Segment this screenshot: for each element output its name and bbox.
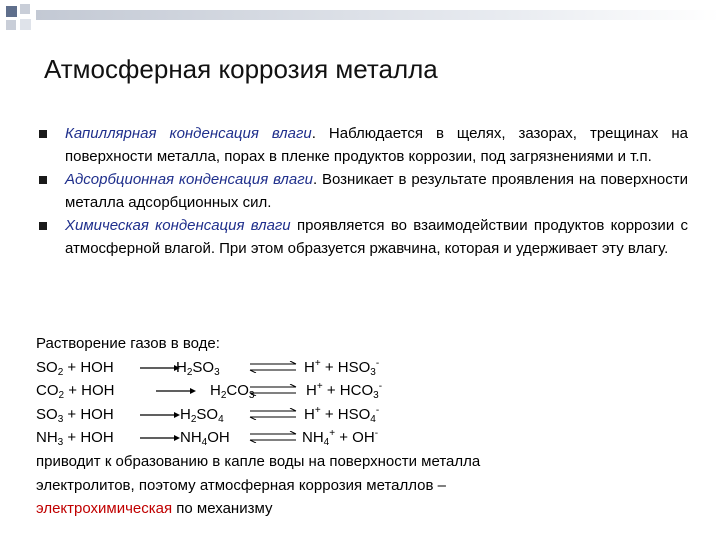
reaction-ions: $H^+ + HSO_3^-$ (304, 357, 380, 378)
bullet-text: проявляется во взаимодействии продуктов коррозии с атмосферной влагой. При этом образуется ржавчина, которая и удерживает эту влагу. (65, 217, 688, 257)
reaction-ions: $H^+ + HCO_3^-$ (306, 381, 383, 402)
reaction-row (36, 356, 696, 380)
conclusion-line (36, 497, 696, 521)
right-arrow-icon (140, 435, 180, 441)
square-bullet-icon (39, 130, 47, 138)
conclusion-line: электролитов, поэтому атмосферная коррозия металлов – (36, 476, 446, 494)
decor-square-light (20, 4, 30, 14)
reaction-reactants: $SO_3$ + HOH (36, 405, 114, 425)
reaction-row (36, 379, 696, 403)
bullet-term: Капиллярная конденсация влаги (65, 125, 312, 142)
decor-top-bar (36, 10, 720, 20)
bullet-text: . Наблюдается в щелях, зазорах, трещинах на поверхности металла, порах в пленке продуктов коррозии, под загрязнениями и т.п. (65, 125, 688, 165)
reaction-reactants: $SO_2$ + HOH (36, 358, 114, 378)
conclusion-rest: по механизму (172, 500, 273, 518)
decor-square-dark (6, 6, 17, 17)
bullet-item-adsorption (36, 168, 688, 214)
right-arrow-icon (156, 388, 196, 394)
reaction-row (36, 426, 696, 450)
chemistry-block (36, 332, 696, 521)
bullet-term: Химическая конденсация влаги (65, 217, 291, 234)
chem-heading: Растворение газов в воде: (36, 335, 220, 352)
reaction-reactants: $CO_2$ + HOH (36, 382, 115, 402)
bullet-term: Адсорбционная конденсация влаги (65, 171, 313, 188)
reaction-intermediate: $NH_4OH$ (180, 429, 230, 449)
conclusion-line: приводит к образованию в капле воды на поверхности металла (36, 452, 481, 470)
slide-title: Атмосферная коррозия металла (44, 54, 438, 84)
equilibrium-arrows-icon (248, 408, 298, 420)
right-arrow-icon (140, 365, 180, 371)
equilibrium-arrows-icon (248, 361, 298, 373)
decor-square-pale (20, 19, 31, 30)
equilibrium-arrows-icon (248, 384, 298, 396)
reaction-intermediate: $H_2SO_3$ (176, 358, 220, 378)
bullet-item-chemical (36, 214, 688, 260)
bullet-text: . Возникает в результате проявления на поверхности металла адсорбционных сил. (65, 171, 688, 211)
reaction-ions: $NH_4^+ + OH^-$ (302, 428, 379, 449)
square-bullet-icon (39, 176, 47, 184)
equilibrium-arrows-icon (248, 431, 298, 443)
reaction-reactants: $NH_3$ + HOH (36, 429, 114, 449)
reaction-intermediate: $H_2CO_3$ (210, 382, 255, 402)
highlight-electrochemical: электрохимическая (36, 500, 173, 518)
square-bullet-icon (39, 222, 47, 230)
decor-square-light (6, 20, 16, 30)
bullet-item-capillary (36, 122, 688, 168)
reaction-ions: $H^+ + HSO_4^-$ (304, 404, 380, 425)
reaction-intermediate: $H_2SO_4$ (180, 405, 224, 425)
reaction-row (36, 403, 696, 427)
bullet-list (36, 122, 688, 260)
right-arrow-icon (140, 412, 180, 418)
